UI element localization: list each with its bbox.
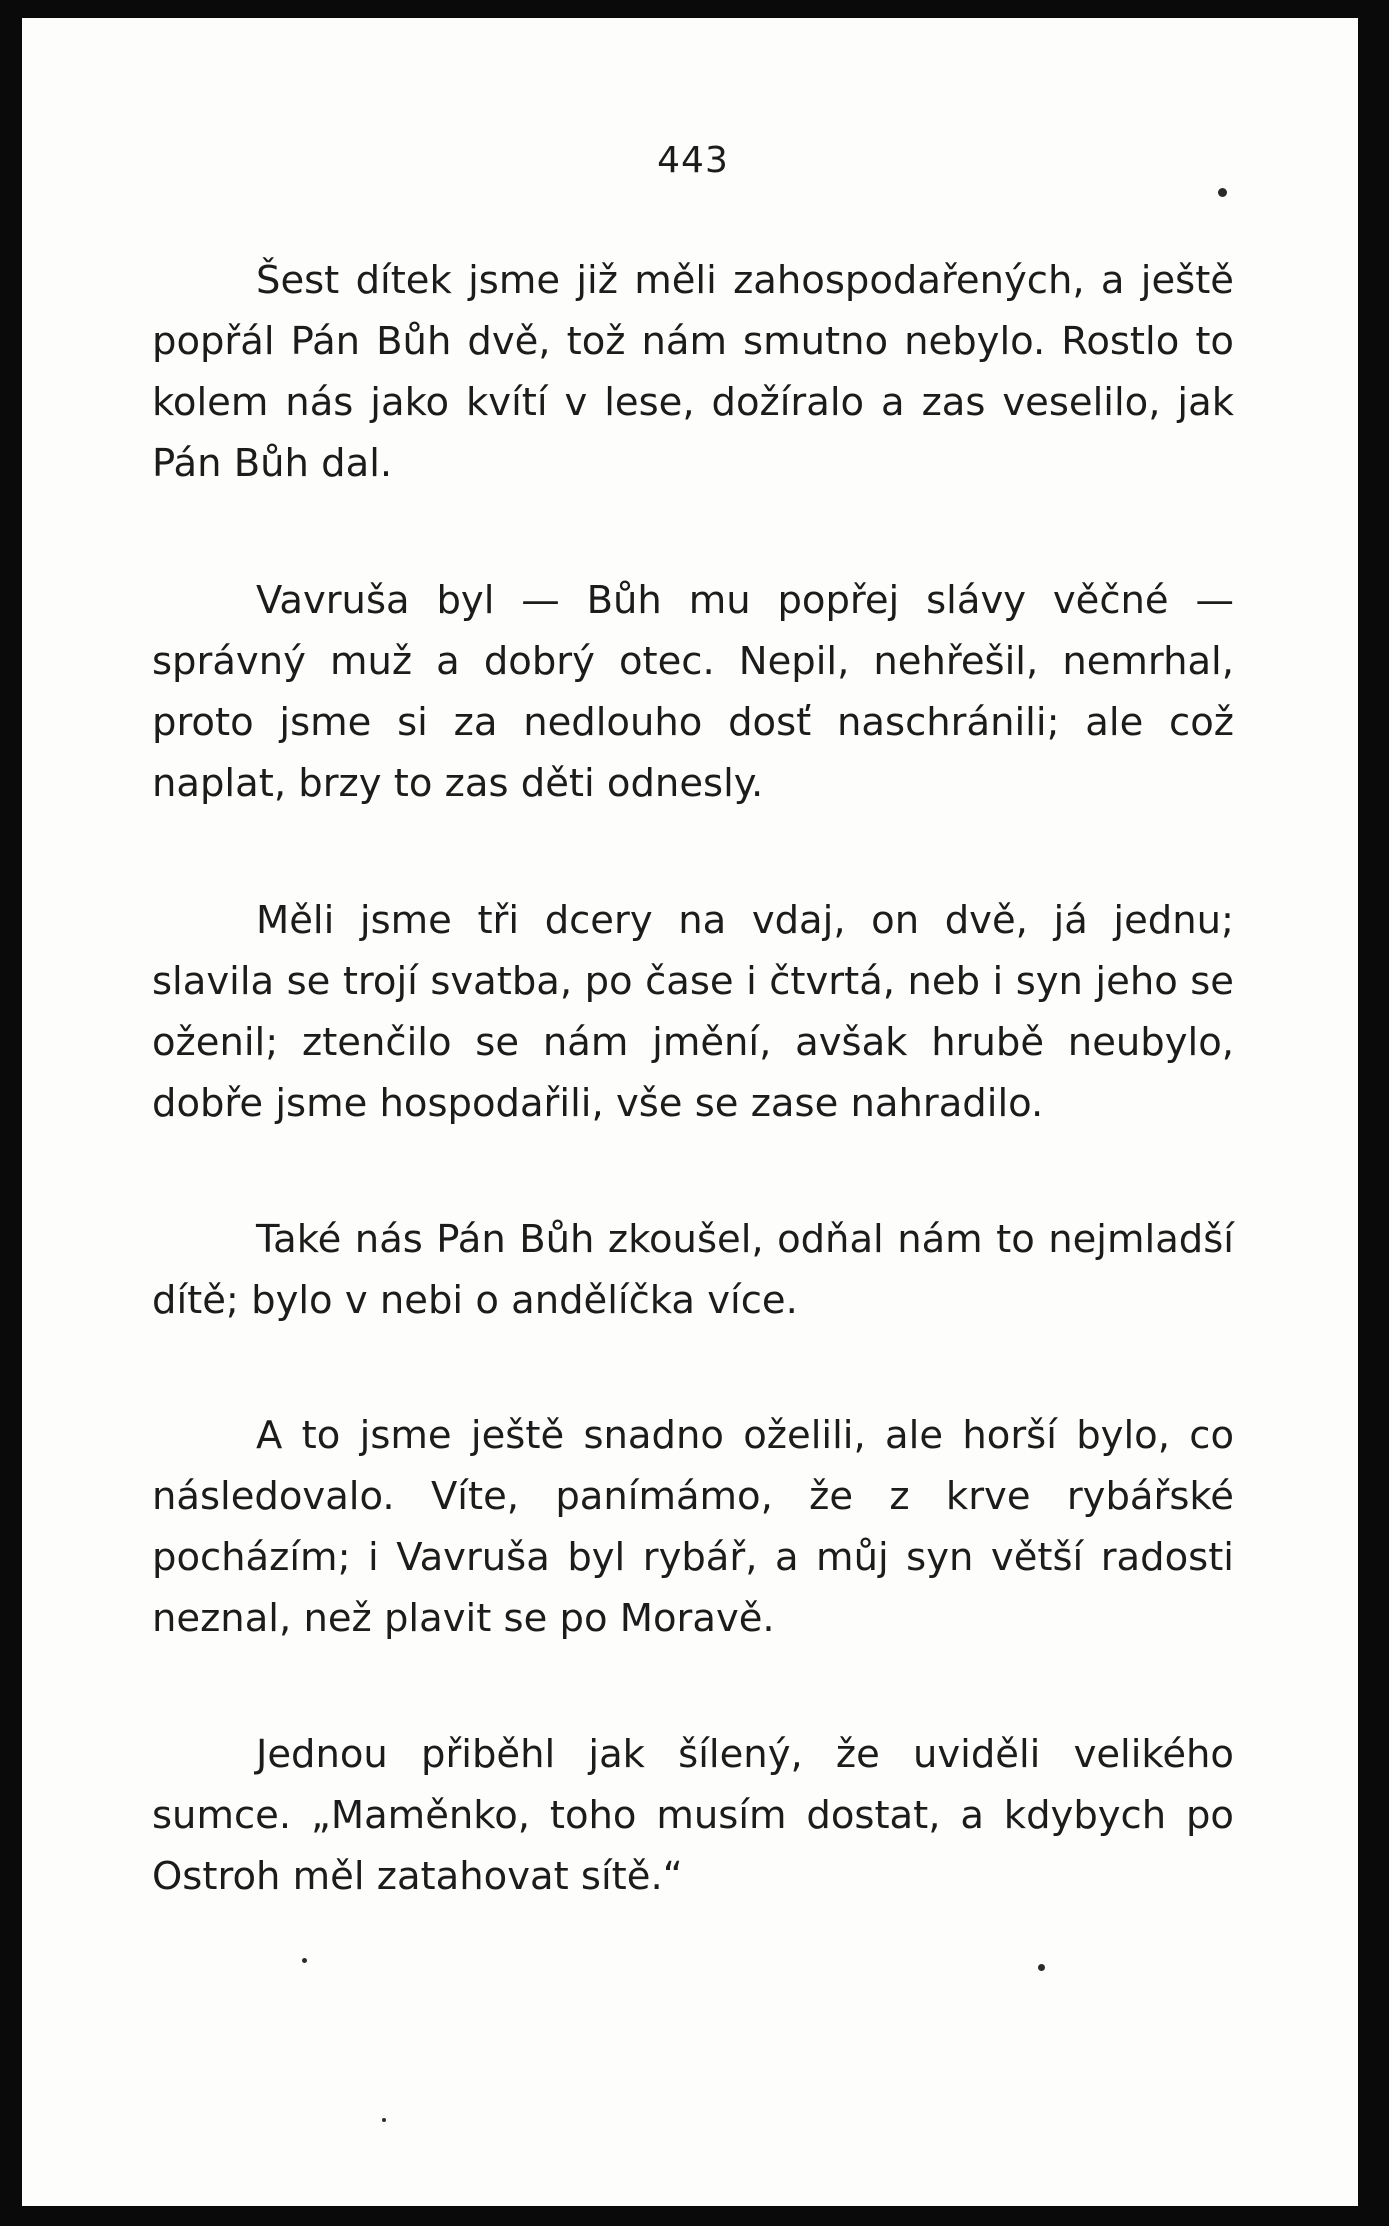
print-speck: [1218, 188, 1227, 197]
paragraph-1: Šest dítek jsme již měli zahospodařených, a ještě popřál Pán Bůh dvě, tož nám smutno nebylo. Rostlo to kolem nás jako kvítí v lese, dožíralo a zas veselilo, jak Pán Bůh dal.: [152, 258, 1234, 486]
page-number: 443: [657, 140, 729, 181]
paragraph-2: Vavruša byl — Bůh mu popřej slávy věčné — správný muž a dobrý otec. Nepil, nehřešil, nemrhal, proto jsme si za nedlouho dosť naschránili; ale což naplat, brzy to zas děti odnesly.: [152, 578, 1234, 806]
paragraph-4: Také nás Pán Bůh zkoušel, odňal nám to nejmladší dítě; bylo v nebi o andělíčka více.: [152, 1217, 1234, 1323]
paragraph-5: A to jsme ještě snadno oželili, ale horší bylo, co následovalo. Víte, panímámo, že z krve rybářské pocházím; i Vavruša byl rybář, a můj syn větší radosti neznal, než plavit se po Moravě.: [152, 1413, 1234, 1641]
book-page: [22, 18, 1358, 2206]
paragraph-6: Jednou přiběhl jak šílený, že uviděli velikého sumce. „Maměnko, toho musím dostat, a kdybych po Ostroh měl zatahovat sítě.“: [152, 1732, 1234, 1899]
paragraph-3: Měli jsme tři dcery na vdaj, on dvě, já jednu; slavila se trojí svatba, po čase i čtvrtá, neb i syn jeho se oženil; ztenčilo se nám jmění, avšak hrubě neubylo, dobře jsme hospodařili, vše se zase nahradilo.: [152, 898, 1234, 1126]
print-speck: [302, 1958, 307, 1963]
print-speck: [382, 2118, 386, 2122]
print-speck: [1038, 1964, 1045, 1971]
